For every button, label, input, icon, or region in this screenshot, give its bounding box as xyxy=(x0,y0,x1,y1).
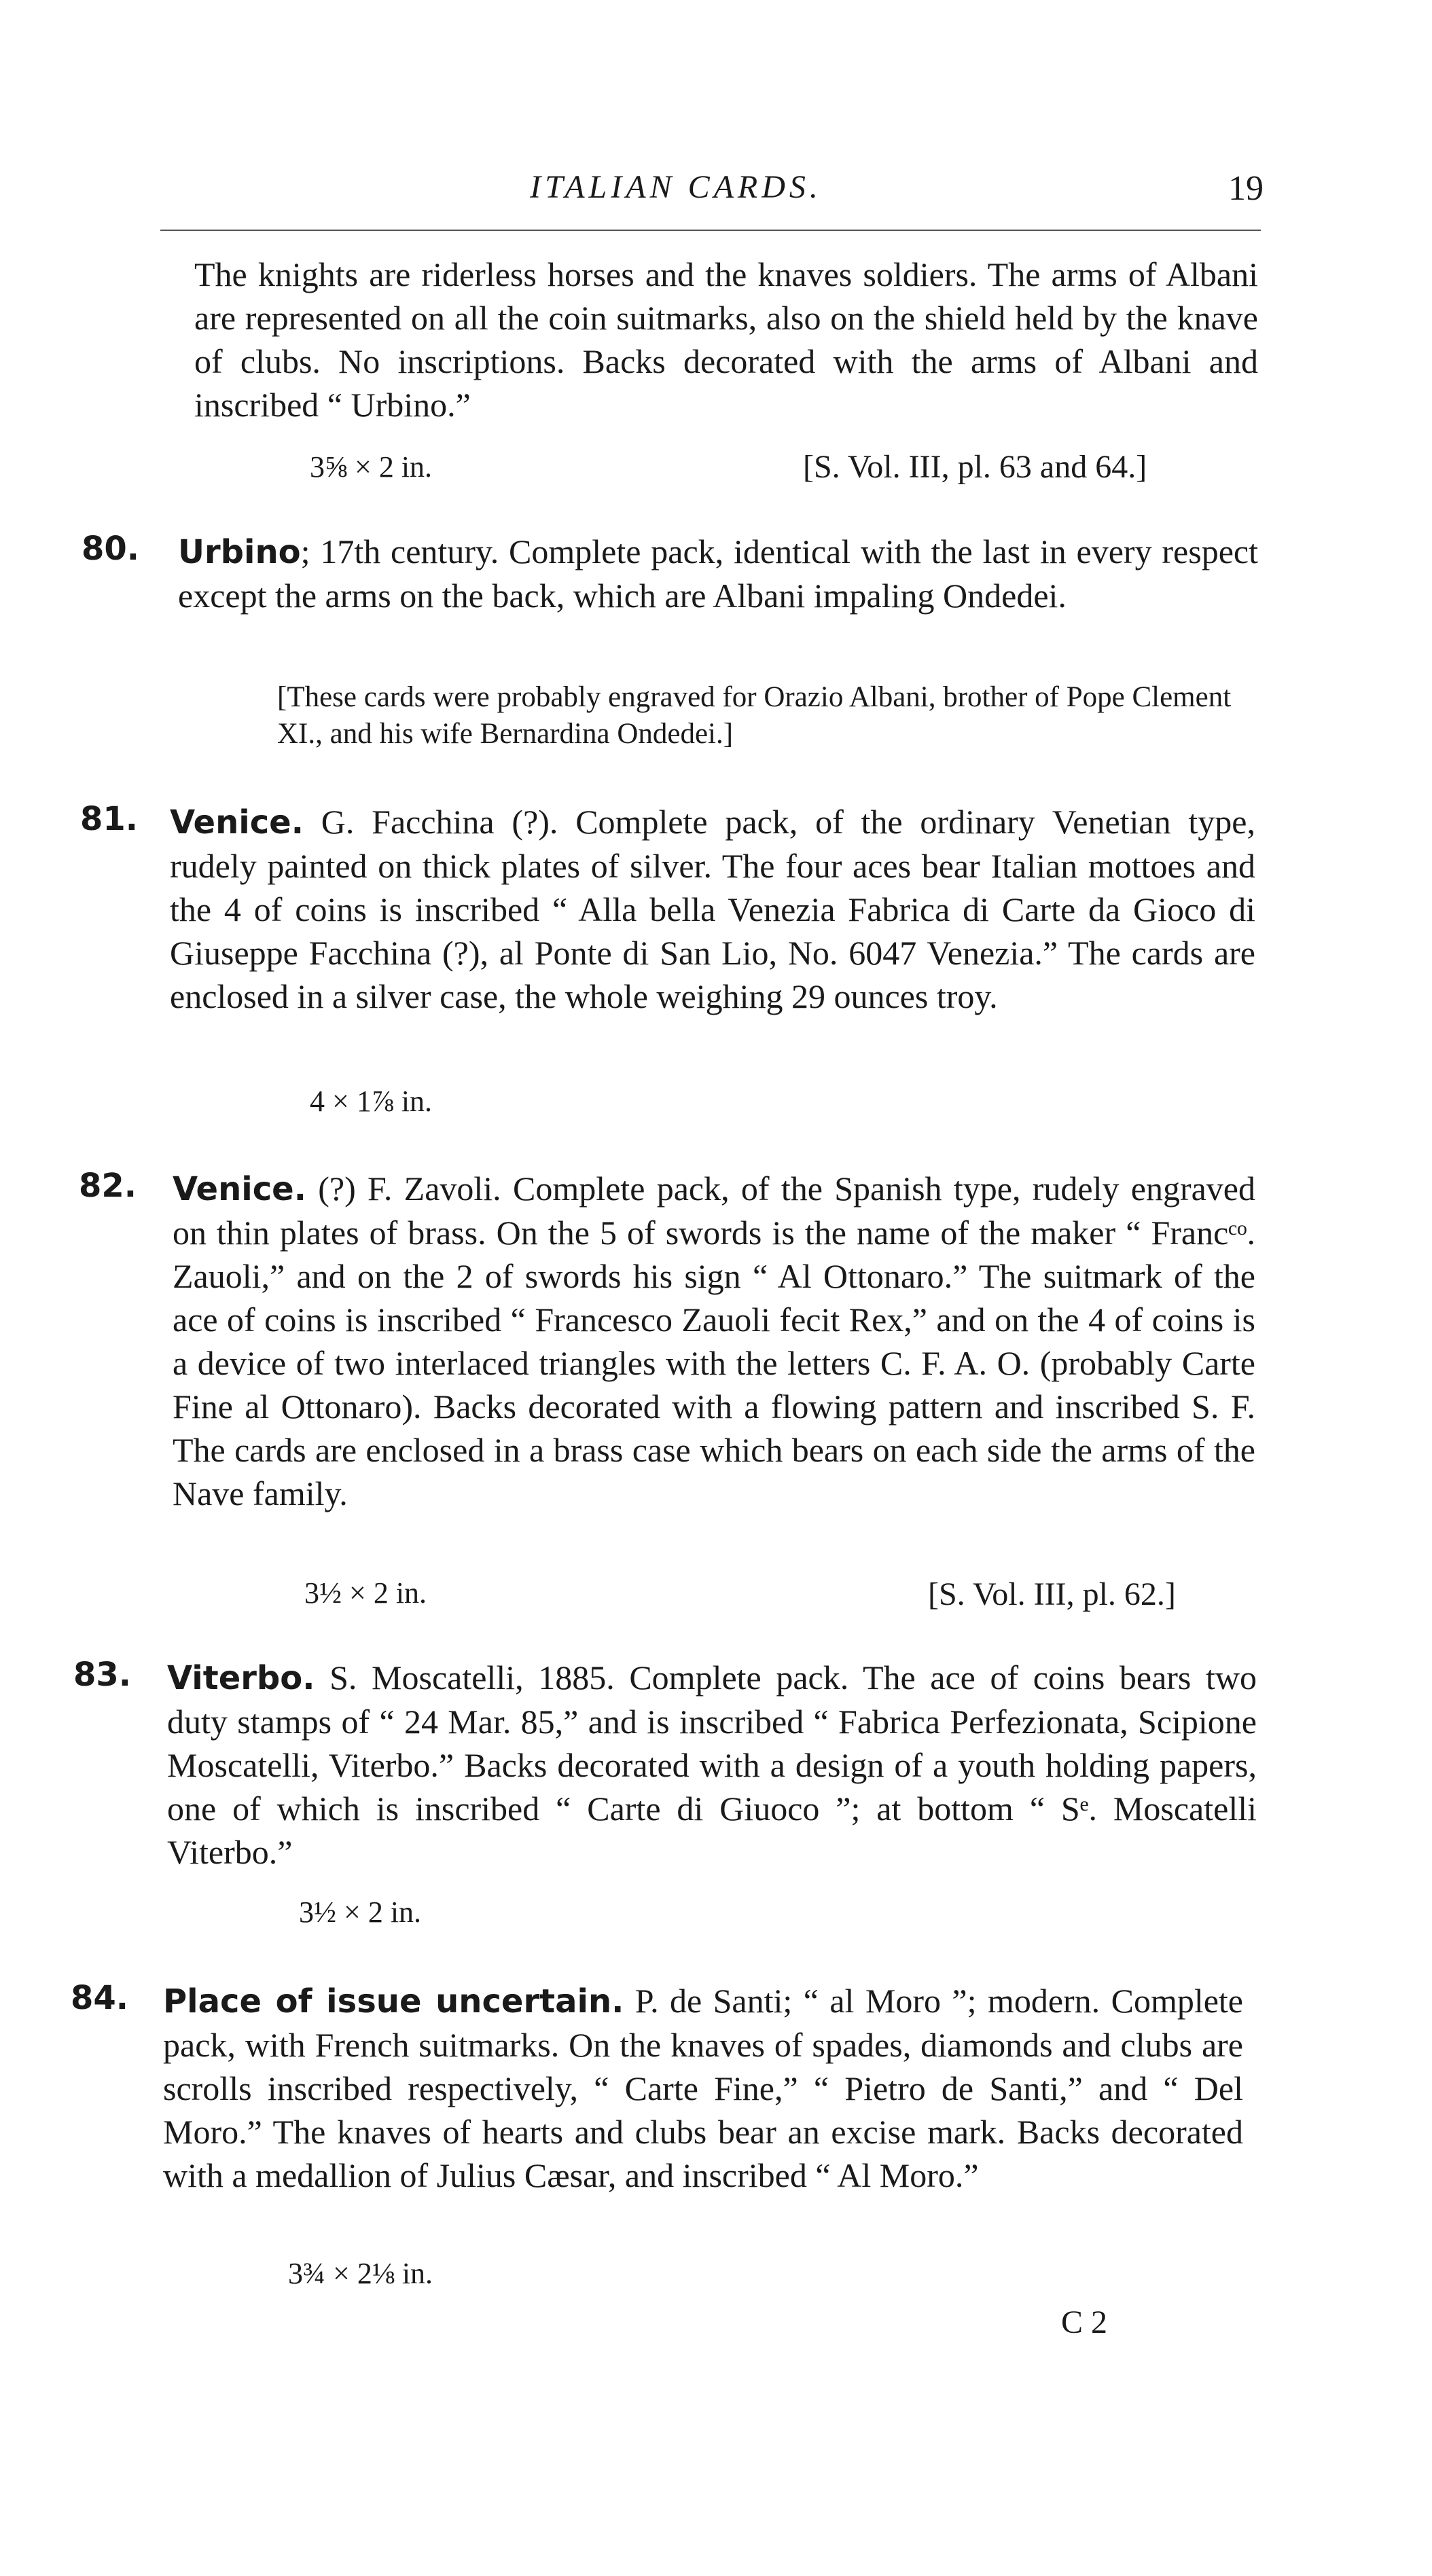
entry-dimensions: 3½ × 2 in. xyxy=(299,1895,422,1929)
page-number: 19 xyxy=(1228,169,1264,208)
entry-number: 82. xyxy=(79,1167,137,1205)
entry-number: 80. xyxy=(82,530,140,568)
entry-body: P. de Santi; “ al Moro ”; modern. Complete pack, with French suitmarks. On the knaves of spades, diamonds and clubs are scrolls inscribed respectively, “ Carte Fine,” “ Pietro de Santi,” and “ Del Moro.” The knaves of hearts and clubs bear an excise mark. Backs decorated with a medallion of Julius Cæsar, and inscribed “ Al Moro.” xyxy=(163,1982,1244,2194)
entry-text xyxy=(167,1656,1257,1874)
entry-number: 84. xyxy=(71,1979,129,2017)
entry-dimensions: 3½ × 2 in. xyxy=(304,1576,427,1610)
entry-heading: Urbino xyxy=(178,533,301,571)
entry-text xyxy=(163,1979,1243,2197)
entry-body: S. Moscatelli, 1885. Complete pack. The ace of coins bears two duty stamps of “ 24 Mar. 85,” and is inscribed “ Fabrica Perfezionata, Scipione Moscatelli, Viterbo.” Backs decorated with a design of a youth holding papers, one of which is inscribed “ Carte di Giuoco ”; at bottom “ Sᵉ. Moscatelli Viterbo.” xyxy=(167,1658,1257,1871)
entry-text xyxy=(170,800,1255,1018)
header-rule xyxy=(160,230,1261,231)
entry-note: [These cards were probably engraved for Orazio Albani, brother of Pope Clement XI., and his wife Bernardina Ondedei.] xyxy=(277,681,1232,750)
entry-reference: [S. Vol. III, pl. 62.] xyxy=(928,1576,1176,1612)
entry-body: ; 17th century. Complete pack, identical with the last in every respect except the arms on the back, which are Albani impaling Ondedei. xyxy=(178,532,1258,615)
entry-number: 83. xyxy=(73,1656,132,1694)
entry-body: G. Facchina (?). Complete pack, of the ordinary Venetian type, rudely painted on thick plates of silver. The four aces bear Italian mottoes and the 4 of coins is inscribed “ Alla bella Venezia Fabrica di Carte da Gioco di Giuseppe Facchina (?), al Ponte di San Lio, No. 6047 Venezia.” The cards are enclosed in a silver case, the whole weighing 29 ounces troy. xyxy=(170,803,1255,1015)
intro-paragraph: The knights are riderless horses and the knaves soldiers. The arms of Albani are represented on all the coin suitmarks, also on the shield held by the knave of clubs. No inscriptions. Backs decorated with the arms of Albani and inscribed “ Urbino.” xyxy=(194,255,1258,424)
running-title: ITALIAN CARDS. xyxy=(530,169,822,205)
entry-heading: Venice. xyxy=(173,1170,306,1208)
intro-dimensions: 3⅝ × 2 in. xyxy=(310,450,433,484)
entry-number: 81. xyxy=(80,800,139,838)
entry-heading: Place of issue uncertain. xyxy=(163,1982,624,2020)
entry-text xyxy=(178,530,1258,617)
entry-body: (?) F. Zavoli. Complete pack, of the Spanish type, rudely engraved on thin plates of brass. On the 5 of swords is the name of the maker “ Francᶜᵒ. Zauoli,” and on the 2 of swords his sign “ Al Ottonaro.” The suitmark of the ace of coins is inscribed “ Francesco Zauoli fecit Rex,” and on the 4 of coins is a device of two interlaced triangles with the letters C. F. A. O. (probably Carte Fine al Ottonaro). Backs decorated with a flowing pattern and inscribed S. F. The cards are enclosed in a brass case which bears on each side the arms of the Nave family. xyxy=(173,1169,1256,1512)
entry-heading: Venice. xyxy=(170,803,304,841)
entry-dimensions: 4 × 1⅞ in. xyxy=(310,1085,433,1118)
entry-dimensions: 3¾ × 2⅛ in. xyxy=(288,2257,433,2290)
entry-text xyxy=(173,1167,1255,1515)
signature-mark: C 2 xyxy=(1061,2304,1108,2340)
intro-reference: [S. Vol. III, pl. 63 and 64.] xyxy=(803,449,1147,485)
entry-heading: Viterbo. xyxy=(167,1659,315,1697)
